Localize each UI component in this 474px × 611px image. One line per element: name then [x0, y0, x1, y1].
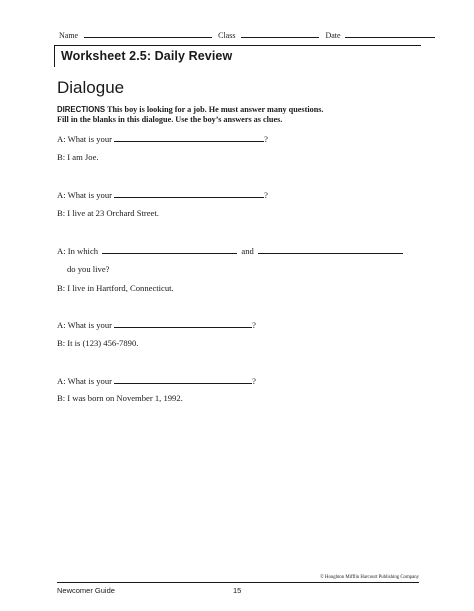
question-4 [57, 319, 256, 331]
question-2-suffix: ? [264, 190, 268, 200]
directions-line-1: This boy is looking for a job. He must answer many questions. [107, 105, 324, 114]
question-2 [57, 189, 268, 201]
question-5-prefix: A: What is your [57, 376, 112, 386]
date-label: Date [325, 31, 341, 40]
name-blank [84, 30, 212, 38]
answer-5: B: I was born on November 1, 1992. [57, 393, 183, 403]
directions [57, 105, 417, 125]
page-number: 15 [233, 586, 242, 595]
question-1-suffix: ? [264, 134, 268, 144]
answer-1: B: I am Joe. [57, 152, 99, 162]
directions-label: DIRECTIONS [57, 105, 106, 114]
date-blank [345, 30, 435, 38]
answer-2: B: I live at 23 Orchard Street. [57, 208, 159, 218]
question-3-prefix: A: In which [57, 246, 99, 256]
class-label: Class [218, 31, 236, 40]
question-3 [57, 245, 403, 257]
question-3-blank-1[interactable] [102, 245, 237, 254]
question-5 [57, 375, 256, 387]
guide-name: Newcomer Guide [57, 586, 115, 595]
question-4-prefix: A: What is your [57, 320, 112, 330]
question-5-suffix: ? [252, 376, 256, 386]
section-heading: Dialogue [57, 78, 125, 97]
worksheet-title: Worksheet 2.5: Daily Review [61, 49, 233, 63]
student-info-row [59, 30, 419, 41]
question-1 [57, 133, 268, 145]
answer-3: B: I live in Hartford, Connecticut. [57, 283, 174, 293]
question-4-suffix: ? [252, 320, 256, 330]
worksheet-title-bar [54, 45, 421, 67]
answer-4: B: It is (123) 456-7890. [57, 338, 139, 348]
class-blank [241, 30, 319, 38]
question-2-prefix: A: What is your [57, 190, 112, 200]
question-5-blank[interactable] [114, 375, 252, 384]
name-label: Name [59, 31, 79, 40]
question-3-continuation: do you live? [67, 264, 110, 274]
question-3-blank-2[interactable] [258, 245, 403, 254]
question-4-blank[interactable] [114, 319, 252, 328]
directions-line-2: Fill in the blanks in this dialogue. Use the boy’s answers as clues. [57, 115, 283, 124]
question-2-blank[interactable] [114, 189, 264, 198]
page-footer [57, 582, 419, 595]
question-3-mid: and [241, 246, 254, 256]
copyright-notice: © Houghton Mifflin Harcourt Publishing Company [320, 575, 419, 580]
question-1-prefix: A: What is your [57, 134, 112, 144]
question-1-blank[interactable] [114, 133, 264, 142]
